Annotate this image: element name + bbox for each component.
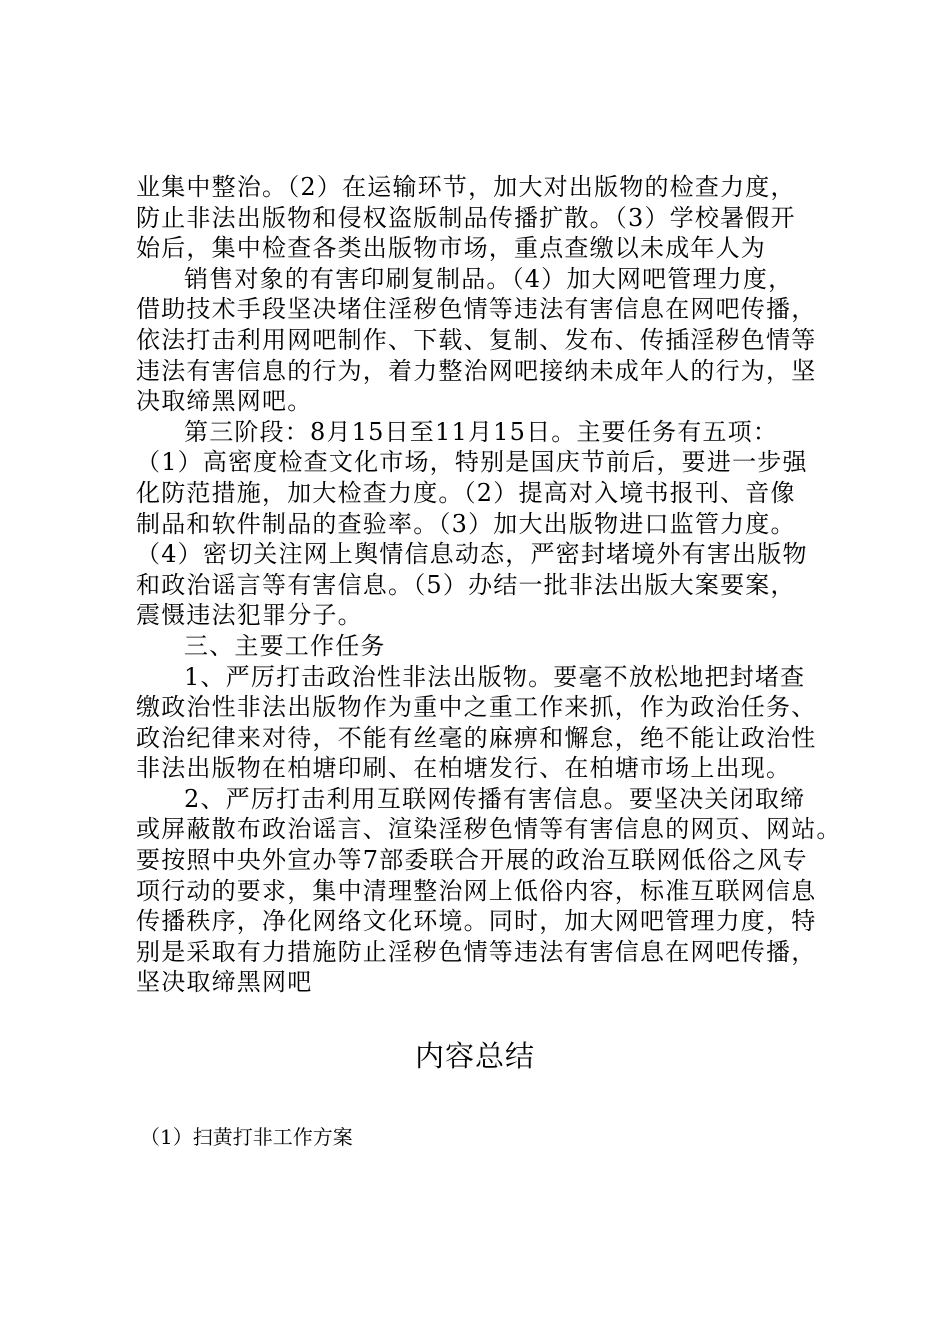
text-line: 化防范措施，加大检查力度。（2）提高对入境书报刊、音像 <box>136 478 796 507</box>
text-line: 制品和软件制品的查验率。（3）加大出版物进口监管力度。 <box>136 509 796 538</box>
text-line: 缴政治性非法出版物作为重中之重工作来抓，作为政治任务、 <box>136 693 817 722</box>
text-line: 销售对象的有害印刷复制品。（4）加大网吧管理力度， <box>184 264 794 293</box>
text-line: 非法出版物在柏塘印刷、在柏塘发行、在柏塘市场上出现。 <box>136 754 792 783</box>
text-line: 传播秩序，净化网络文化环境。同时，加大网吧管理力度，特 <box>136 907 817 936</box>
text-line: 1、严厉打击政治性非法出版物。要毫不放松地把封堵查 <box>184 662 806 691</box>
text-line: 始后，集中检查各类出版物市场，重点查缴以未成年人为 <box>136 234 766 263</box>
text-line: 第三阶段：8月15日至11月15日。主要任务有五项： <box>184 417 779 446</box>
text-line: 震慑违法犯罪分子。 <box>136 601 363 630</box>
text-line: 决取缔黑网吧。 <box>136 387 313 416</box>
text-line: 2、严厉打击利用互联网传播有害信息。要坚决关闭取缔 <box>184 784 806 813</box>
document-body <box>136 172 856 998</box>
text-line: 业集中整治。（2）在运输环节，加大对出版物的检查力度， <box>136 173 796 201</box>
text-line: 借助技术手段坚决堵住淫秽色情等违法有害信息在网吧传播， <box>136 295 817 324</box>
text-line: （4）密切关注网上舆情信息动态，严密封堵境外有害出版物 <box>136 540 808 569</box>
text-line: （1）高密度检查文化市场，特别是国庆节前后，要进一步强 <box>136 448 808 477</box>
text-line: 和政治谣言等有害信息。（5）办结一批非法出版大案要案， <box>136 570 796 599</box>
summary-title: 内容总结 <box>414 1039 535 1073</box>
text-line: 坚决取缔黑网吧 <box>136 968 313 997</box>
summary-item: （1）扫黄打非工作方案 <box>140 1125 353 1149</box>
text-line: 依法打击利用网吧制作、下载、复制、发布、传插淫秽色情等 <box>136 325 817 354</box>
text-line: 别是采取有力措施防止淫秽色情等违法有害信息在网吧传播， <box>136 937 817 966</box>
text-line: 违法有害信息的行为，着力整治网吧接纳未成年人的行为，坚 <box>136 356 817 385</box>
text-line: 防止非法出版物和侵权盗版制品传播扩散。（3）学校暑假开 <box>136 203 796 232</box>
text-line: 政治纪律来对待，不能有丝毫的麻痹和懈怠，绝不能让政治性 <box>136 723 817 752</box>
section-heading: 三、主要工作任务 <box>184 631 386 660</box>
text-line: 项行动的要求，集中清理整治网上低俗内容，标准互联网信息 <box>136 876 817 905</box>
text-line: 或屏蔽散布政治谣言、渲染淫秽色情等有害信息的网页、网站。 <box>136 815 842 844</box>
text-line: 要按照中央外宣办等7部委联合开展的政治互联网低俗之风专 <box>136 846 808 875</box>
